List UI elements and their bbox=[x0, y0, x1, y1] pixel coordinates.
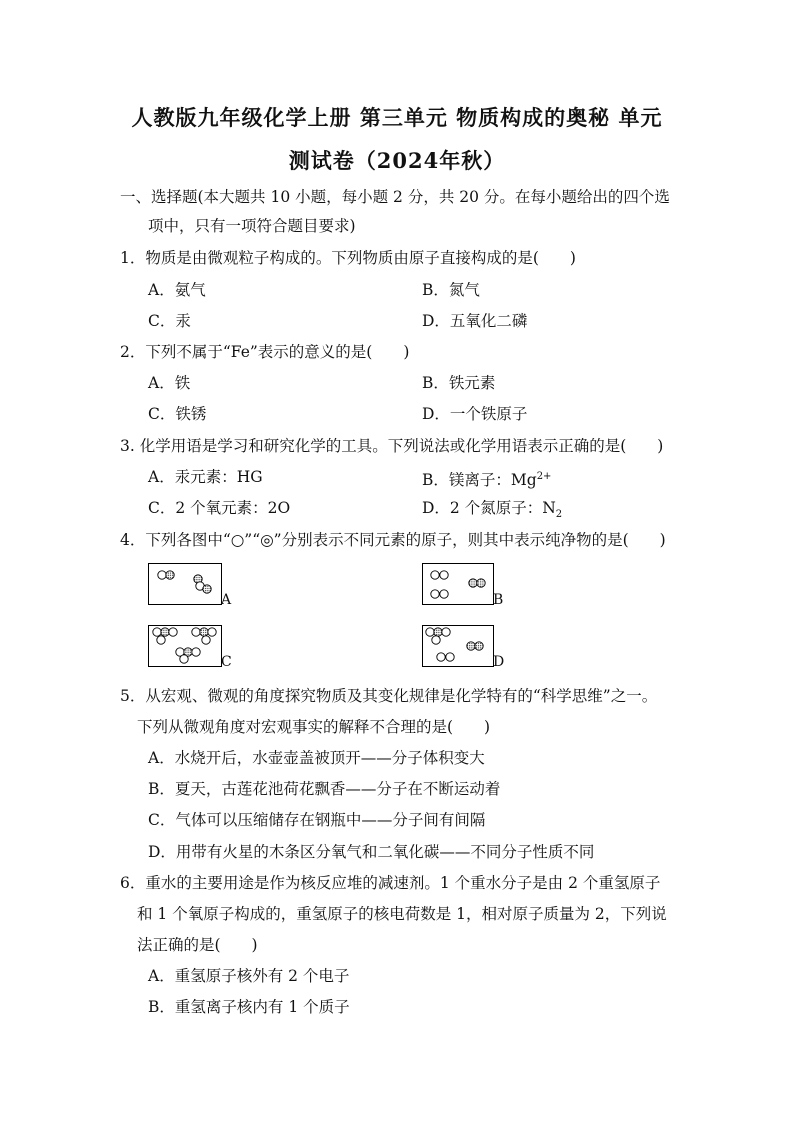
q6-stem-line2: 和 1 个氧原子构成的，重氢原子的核电荷数是 1，相对原子质量为 2，下列说 bbox=[137, 905, 667, 923]
q1-option-d: D．五氧化二磷 bbox=[422, 312, 528, 330]
q6-option-a: A．重氢原子核外有 2 个电子 bbox=[148, 967, 350, 985]
q6-stem-line1: 6．重水的主要用途是作为核反应堆的减速剂。1 个重水分子是由 2 个重氢原子 bbox=[120, 874, 661, 892]
q6-option-b: B．重氢离子核内有 1 个质子 bbox=[148, 998, 350, 1016]
q1-option-b: B．氮气 bbox=[422, 281, 480, 299]
q5-stem-line1: 5．从宏观、微观的角度探究物质及其变化规律是化学特有的“科学思维”之一。 bbox=[120, 687, 658, 705]
q3-option-b-charge: 2+ bbox=[536, 471, 552, 482]
q5-option-c: C．气体可以压缩储存在钢瓶中——分子间有间隔 bbox=[148, 811, 486, 829]
q2-option-d: D．一个铁原子 bbox=[422, 405, 528, 423]
q5-option-b: B．夏天，古莲花池荷花飘香——分子在不断运动着 bbox=[148, 780, 501, 798]
q4-stem: 4．下列各图中“○”“◎”分别表示不同元素的原子，则其中表示纯净物的是( ) bbox=[120, 531, 666, 549]
q4-label-d: D bbox=[493, 654, 505, 670]
q3-option-b-text: B．镁离子：Mg bbox=[422, 471, 537, 490]
q1-stem: 1．物质是由微观粒子构成的。下列物质由原子直接构成的是( ) bbox=[120, 249, 576, 267]
q3-option-d-subscript: 2 bbox=[555, 509, 563, 521]
q3-stem: 3. 化学用语是学习和研究化学的工具。下列说法或化学用语表示正确的是( ) bbox=[120, 437, 664, 455]
q2-stem: 2．下列不属于“Fe”表示的意义的是( ) bbox=[120, 343, 410, 361]
q4-c-molecules bbox=[153, 628, 216, 663]
q3-option-a: A．汞元素：HG bbox=[148, 468, 263, 486]
q3-option-c: C．2 个氧元素：2O bbox=[148, 499, 291, 517]
q3-option-d-text: D．2 个氮原子：N bbox=[422, 499, 556, 517]
q4-a-molecules bbox=[158, 571, 211, 593]
q5-option-d: D．用带有火星的木条区分氧气和二氧化碳——不同分子性质不同 bbox=[148, 843, 595, 861]
q4-b-molecules bbox=[431, 571, 485, 598]
section-instructions-line1: 一、选择题(本大题共 10 小题，每小题 2 分，共 20 分。在每小题给出的四个选 bbox=[120, 188, 670, 206]
q4-label-c: C bbox=[221, 654, 232, 670]
q4-label-b: B bbox=[493, 592, 504, 608]
q2-option-b: B．铁元素 bbox=[422, 374, 496, 392]
q2-option-a: A．铁 bbox=[148, 374, 191, 392]
q4-d-molecules bbox=[426, 628, 483, 661]
q4-label-a: A bbox=[221, 592, 232, 608]
page-title-line1: 人教版九年级化学上册 第三单元 物质构成的奥秘 单元 bbox=[131, 105, 663, 130]
q5-option-a: A．水烧开后，水壶壶盖被顶开——分子体积变大 bbox=[148, 749, 485, 767]
q6-stem-line3: 法正确的是( ) bbox=[137, 936, 258, 954]
page-title-line2: 测试卷（2024年秋） bbox=[288, 148, 506, 173]
q2-option-c: C．铁锈 bbox=[148, 405, 207, 423]
section-instructions-line2: 项中，只有一项符合题目要求) bbox=[148, 217, 356, 235]
q1-option-c: C．汞 bbox=[148, 312, 191, 330]
q5-stem-line2: 下列从微观角度对宏观事实的解释不合理的是( ) bbox=[137, 718, 491, 736]
q1-option-a: A．氨气 bbox=[148, 281, 206, 299]
